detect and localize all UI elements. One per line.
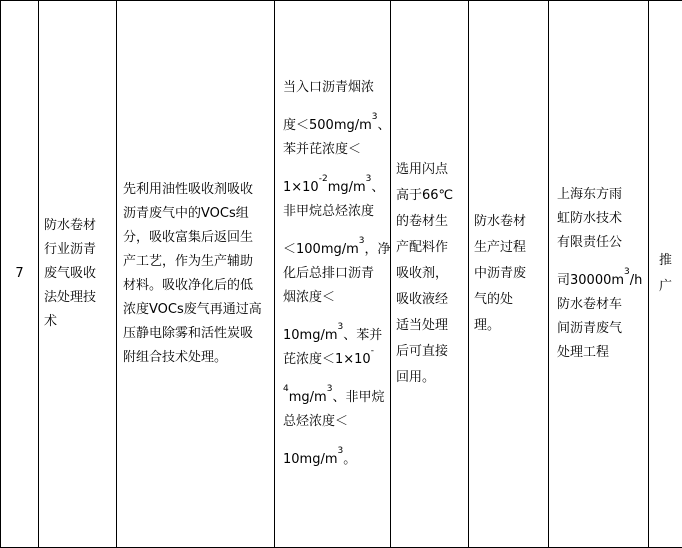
effect-line	[283, 100, 386, 138]
case-line	[557, 341, 644, 365]
effect-text: 。	[343, 452, 356, 467]
effect-line	[283, 162, 386, 200]
effect-line	[283, 286, 386, 310]
description-line: 浓度VOCs废气再通过高	[123, 298, 270, 322]
superscript: -2	[319, 174, 328, 184]
effect-text: 10mg/m	[283, 452, 338, 467]
case-line	[557, 255, 644, 293]
description-line: 附组合技术处理。	[123, 346, 270, 370]
effect-cell	[275, 1, 391, 548]
tech-name-line: 术	[44, 310, 111, 334]
effect-line	[283, 200, 386, 224]
superscript: 3	[327, 384, 333, 394]
tech-name-line: 废气吸收	[44, 262, 111, 286]
scope-line: 理。	[474, 313, 543, 339]
description-line: 材料。吸收净化后的低	[123, 274, 270, 298]
description-line: 分，吸收富集后返回生	[123, 226, 270, 250]
effect-text: mg/m	[328, 180, 366, 195]
conditions-line: 适当处理	[396, 313, 463, 339]
effect-line	[283, 262, 386, 286]
description-line: 产工艺，作为生产辅助	[123, 250, 270, 274]
scope-line: 生产过程	[474, 235, 543, 261]
superscript: 3	[624, 267, 630, 277]
row-number: 7	[15, 266, 23, 281]
tech-name-line: 行业沥青	[44, 238, 111, 262]
case-text: 司30000m	[557, 273, 624, 288]
superscript: 3	[366, 174, 372, 184]
case-text: /h	[630, 273, 643, 288]
description-cell	[117, 1, 275, 548]
effect-text: 苯并芘浓度＜	[283, 142, 361, 157]
scope-line: 气的处	[474, 287, 543, 313]
case-text: 虹防水技术	[557, 211, 622, 226]
description-line: 压静电除雾和活性炭吸	[123, 322, 270, 346]
effect-line	[283, 224, 386, 262]
case-text: 上海东方雨	[557, 187, 622, 202]
effect-text: 化后总排口沥青	[283, 266, 374, 281]
superscript: 3	[338, 446, 344, 456]
effect-line	[283, 410, 386, 434]
case-line	[557, 231, 644, 255]
usage-cell	[649, 1, 682, 548]
effect-line	[283, 348, 386, 372]
conditions-line: 回用。	[396, 365, 463, 391]
case-text: 有限责任公	[557, 235, 622, 250]
superscript: 3	[338, 322, 344, 332]
effect-line	[283, 76, 386, 100]
description-line: 先利用油性吸收剂吸收	[123, 178, 270, 202]
effect-text: 非甲烷总烃浓度	[283, 204, 374, 219]
case-line	[557, 207, 644, 231]
usage-char: 广	[649, 274, 682, 300]
effect-text: 芘浓度＜1×10	[283, 352, 371, 367]
effect-text: ＜100mg/m	[283, 242, 359, 257]
effect-text: 度＜500mg/m	[283, 118, 372, 133]
case-cell	[549, 1, 649, 548]
effect-line	[283, 310, 386, 348]
conditions-line: 后可直接	[396, 339, 463, 365]
conditions-line: 吸收液经	[396, 287, 463, 313]
effect-text: 、	[378, 118, 391, 133]
tech-name-cell	[39, 1, 117, 548]
conditions-line: 高于66℃	[396, 183, 463, 209]
conditions-cell	[391, 1, 469, 548]
effect-text: 、	[371, 180, 384, 195]
effect-text: 、非甲烷	[332, 390, 384, 405]
scope-line: 防水卷材	[474, 209, 543, 235]
case-line	[557, 317, 644, 341]
usage-char: 推	[649, 248, 682, 274]
effect-text: 烟浓度＜	[283, 290, 335, 305]
description-line: 沥青废气中的VOCs组	[123, 202, 270, 226]
effect-text: 总烃浓度＜	[283, 414, 348, 429]
effect-text: 当入口沥青烟浓	[283, 80, 374, 95]
scope-line: 中沥青废	[474, 261, 543, 287]
tech-name-line: 防水卷材	[44, 214, 111, 238]
effect-line	[283, 372, 386, 410]
table-row	[1, 1, 682, 548]
effect-line	[283, 434, 386, 472]
case-text: 间沥青废气	[557, 321, 622, 336]
conditions-line: 的卷材生	[396, 209, 463, 235]
effect-text: 10mg/m	[283, 328, 338, 343]
case-line	[557, 293, 644, 317]
tech-name-line: 法处理技	[44, 286, 111, 310]
case-line	[557, 183, 644, 207]
conditions-line: 产配料作	[396, 235, 463, 261]
effect-text: ，净	[365, 242, 391, 257]
case-text: 处理工程	[557, 345, 609, 360]
superscript: 3	[359, 236, 365, 246]
superscript: -	[371, 346, 374, 356]
conditions-line: 选用闪点	[396, 157, 463, 183]
effect-text: 、苯并	[343, 328, 382, 343]
case-text: 防水卷材车	[557, 297, 622, 312]
effect-text: 1×10	[283, 180, 319, 195]
conditions-line: 吸收剂，	[396, 261, 463, 287]
row-number-cell	[1, 1, 39, 548]
superscript: 3	[372, 112, 378, 122]
superscript: 4	[283, 384, 289, 394]
scope-cell	[469, 1, 549, 548]
effect-line	[283, 138, 386, 162]
effect-text: mg/m	[289, 390, 327, 405]
